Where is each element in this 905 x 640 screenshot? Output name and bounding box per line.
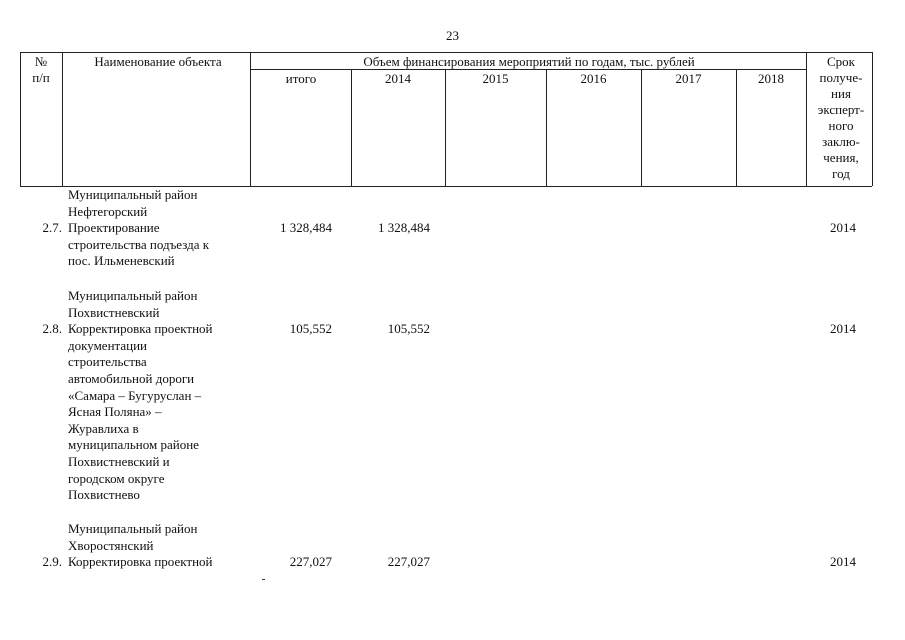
row-srok: 2014: [830, 321, 856, 336]
row-name-line: Похвистневский и: [68, 453, 170, 469]
header-srok-line: получе-: [819, 70, 863, 85]
header-num-line: п/п: [32, 70, 50, 85]
row-2014: 227,027: [387, 554, 430, 569]
row-total: 105,552: [289, 321, 332, 336]
header-divider: [250, 52, 251, 186]
row-name-line: Ясная Поляна» –: [68, 404, 162, 420]
header-divider: [806, 52, 807, 186]
header-divider: [62, 52, 63, 186]
row-name-line: муниципальном районе: [68, 437, 199, 453]
row-total: 1 328,484: [280, 220, 332, 235]
header-srok-line: заклю-: [822, 134, 860, 149]
row-name-line: Нефтегорский: [68, 203, 148, 219]
scan-mark: [262, 579, 265, 580]
header-srok-line: ного: [828, 118, 854, 133]
row-name-line: городском округе: [68, 470, 165, 486]
row-srok: 2014: [830, 220, 856, 235]
row-name-line: Похвистневский: [68, 304, 160, 320]
header-funding: Объем финансирования мероприятий по годам, тыс. рублей: [363, 54, 695, 69]
row-name-line: пос. Ильменевский: [68, 253, 175, 269]
header-col-2017: 2017: [675, 71, 702, 86]
header-num: [20, 54, 62, 86]
row-number: 2.8.: [42, 321, 62, 336]
row-name-line: автомобильной дороги: [68, 370, 195, 386]
page-number: 23: [446, 28, 459, 43]
row-name-line: Журавлиха в: [68, 420, 139, 436]
header-top-line: [20, 52, 872, 53]
header-srok: [810, 54, 872, 182]
header-col-2016: 2016: [580, 71, 607, 86]
row-name-line: Корректировка проектной: [68, 554, 213, 570]
header-srok-line: чения,: [823, 150, 859, 165]
row-2014: 105,552: [387, 321, 430, 336]
row-total: 227,027: [289, 554, 332, 569]
header-col-2015: 2015: [482, 71, 509, 86]
row-2014: 1 328,484: [378, 220, 430, 235]
header-name: Наименование объекта: [94, 54, 222, 69]
row-srok: 2014: [830, 554, 856, 569]
row-name-line: строительства подъезда к: [68, 236, 210, 252]
header-num-line: №: [34, 54, 48, 69]
row-object-name: [68, 521, 258, 571]
header-col-total: итого: [285, 71, 317, 86]
row-name-line: Муниципальный район: [68, 521, 198, 536]
header-col-2014: 2014: [385, 71, 411, 86]
row-name-line: Корректировка проектной: [68, 321, 213, 337]
row-name-line: Проектирование: [68, 220, 160, 236]
row-name-line: «Самара – Бугуруслан –: [68, 387, 202, 403]
row-name-line: документации: [68, 337, 148, 353]
row-name-line: Муниципальный район: [68, 288, 198, 303]
row-number: 2.7.: [42, 220, 62, 235]
row-object-name: [68, 288, 258, 504]
header-srok-line: год: [832, 166, 850, 181]
header-srok-line: эксперт-: [817, 102, 865, 117]
row-name-line: Муниципальный район: [68, 187, 198, 202]
row-object-name: [68, 187, 258, 270]
row-number: 2.9.: [42, 554, 62, 569]
row-name-line: строительства: [68, 354, 147, 370]
header-divider: [872, 52, 873, 186]
row-name-line: Хворостянский: [68, 537, 154, 553]
row-name-line: Похвистнево: [68, 487, 140, 503]
header-srok-line: Срок: [827, 54, 855, 69]
header-srok-line: ния: [831, 86, 851, 101]
header-col-2018: 2018: [758, 71, 784, 86]
